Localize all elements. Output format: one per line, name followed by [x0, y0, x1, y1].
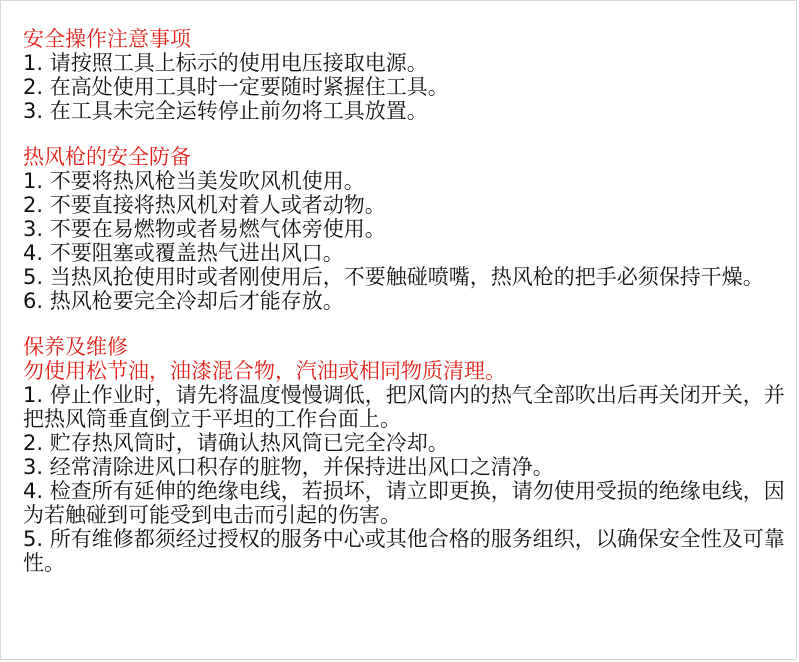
section-maintenance: [23, 335, 793, 575]
list-item: 2. 不要直接将热风机对着人或者动物。: [23, 193, 386, 217]
section-warning: 勿使用松节油，油漆混合物，汽油或相同物质清理。: [23, 359, 506, 383]
list-item: 3. 不要在易燃物或者易燃气体旁使用。: [23, 217, 386, 241]
section-heat-gun-safety: [23, 145, 793, 313]
section-safety-operation: [23, 27, 793, 123]
list-item: 1. 停止作业时，请先将温度慢慢调低，把风筒内的热气全部吹出后再关闭开关，并把热风筒垂直倒立于平坦的工作台面上。: [23, 383, 785, 431]
section-heading: 安全操作注意事项: [23, 27, 191, 51]
section-heading: 热风枪的安全防备: [23, 145, 191, 169]
list-item: 2. 贮存热风筒时，请确认热风筒已完全冷却。: [23, 431, 449, 455]
document-content: [23, 27, 793, 597]
list-item: 5. 所有维修都须经过授权的服务中心或其他合格的服务组织，以确保安全性及可靠性。: [23, 527, 785, 575]
list-item: 6. 热风枪要完全冷却后才能存放。: [23, 289, 344, 313]
list-item: 4. 检查所有延伸的绝缘电线，若损坏，请立即更换，请勿使用受损的绝缘电线，因为若触碰到可能受到电击而引起的伤害。: [23, 479, 785, 527]
list-item: 2. 在高处使用工具时一定要随时紧握住工具。: [23, 75, 449, 99]
list-item: 3. 在工具未完全运转停止前勿将工具放置。: [23, 99, 428, 123]
list-item: 3. 经常清除进风口积存的脏物，并保持进出风口之清净。: [23, 455, 554, 479]
list-item: 1. 不要将热风枪当美发吹风机使用。: [23, 169, 365, 193]
list-item: 1. 请按照工具上标示的使用电压接取电源。: [23, 51, 428, 75]
section-heading: 保养及维修: [23, 335, 128, 359]
list-item: 4. 不要阻塞或覆盖热气进出风口。: [23, 241, 344, 265]
list-item: 5. 当热风抢使用时或者刚使用后，不要触碰喷嘴，热风枪的把手必须保持干燥。: [23, 265, 764, 289]
